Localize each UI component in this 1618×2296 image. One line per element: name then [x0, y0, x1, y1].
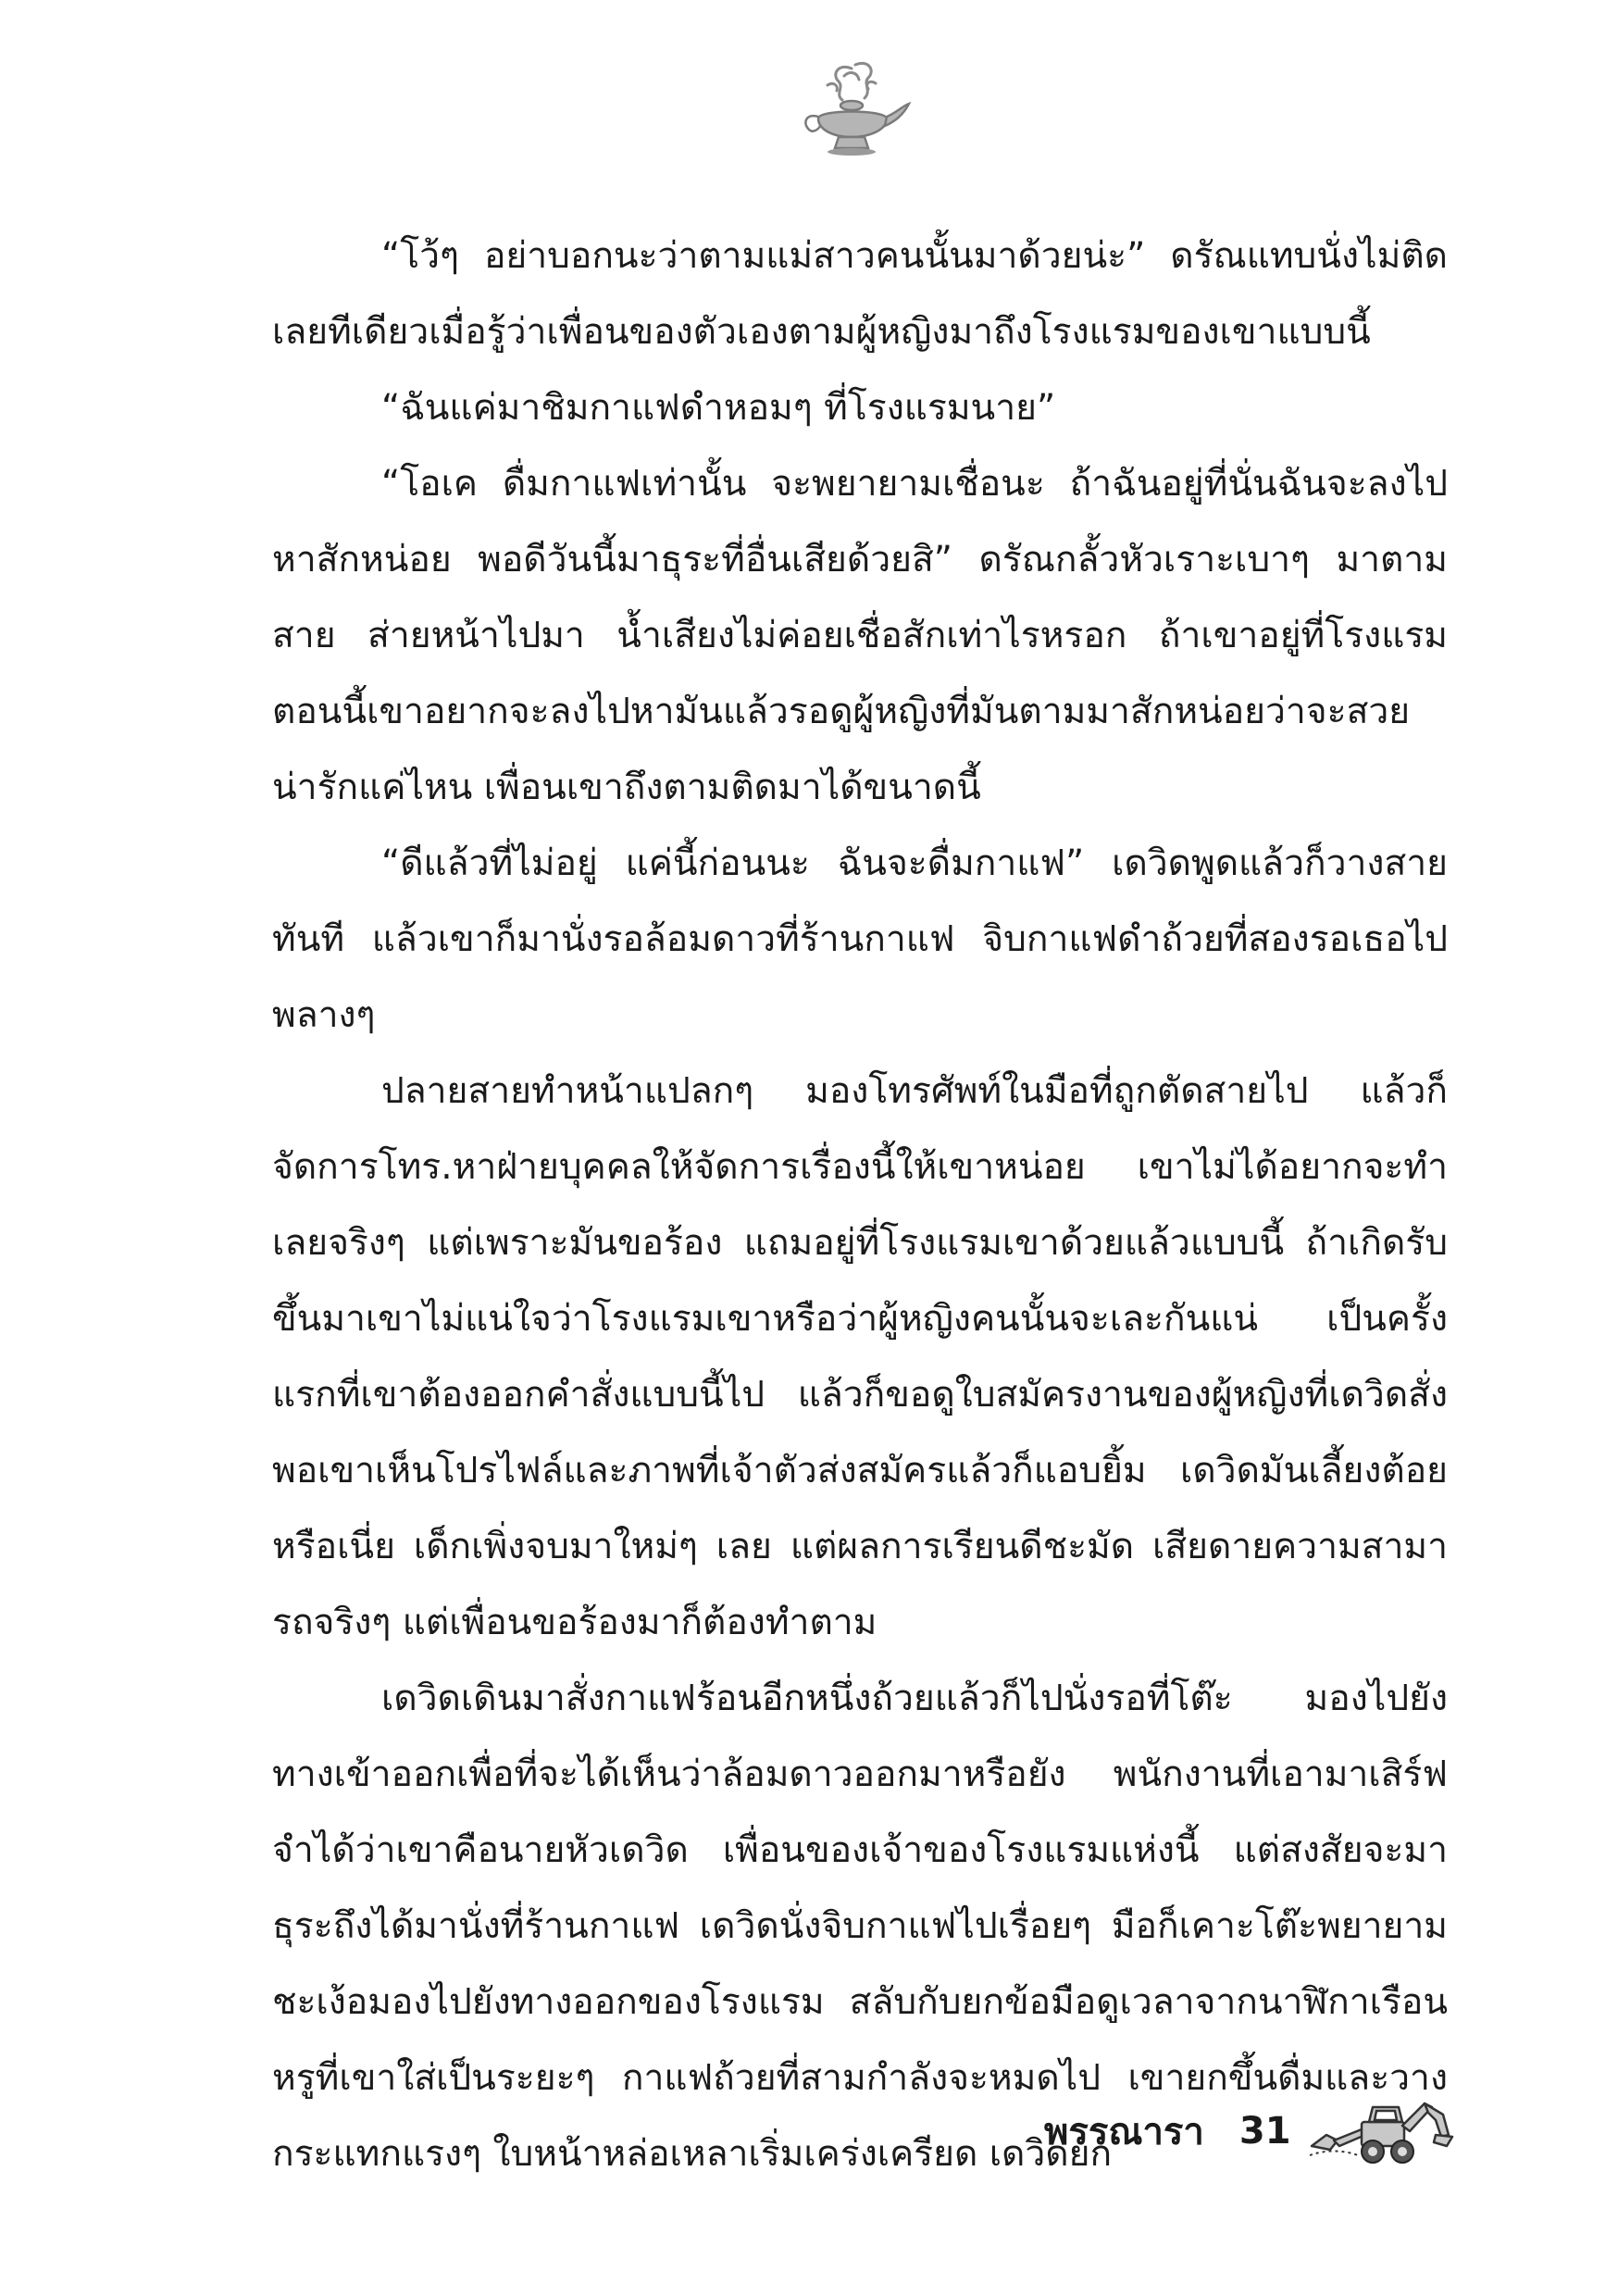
- paragraph: “โว้ๆ อย่าบอกนะว่าตามแม่สาวคนนั้นมาด้วยน่ะ” ดรัณแทบนั่งไม่ติดเลยทีเดียวเมื่อรู้ว่าเพื่อนของตัวเองตามผู้หญิงมาถึงโรงแรมของเขาแบบนี้: [272, 235, 1448, 353]
- paragraph: “ฉันแค่มาชิมกาแฟดำหอมๆ ที่โรงแรมนาย”: [381, 387, 1056, 429]
- genie-lamp-icon: [790, 57, 913, 159]
- paragraph: “ดีแล้วที่ไม่อยู่ แค่นี้ก่อนนะ ฉันจะดื่มกาแฟ” เดวิดพูดแล้วก็วางสายทันที แล้วเขาก็มานั่งรอล้อมดาวที่ร้านกาแฟ จิบกาแฟดำถ้วยที่สองรอเธอไปพลางๆ: [272, 842, 1448, 1036]
- paragraph: “โอเค ดื่มกาแฟเท่านั้น จะพยายามเชื่อนะ ถ้าฉันอยู่ที่นั่นฉันจะลงไปหาสักหน่อย พอดีวันนี้มาธุระที่อื่นเสียด้วยสิ” ดรัณกลั้วหัวเราะเบาๆ มาตามสาย ส่ายหน้าไปมา น้ำเสียงไม่ค่อยเชื่อสักเท่าไรหรอก ถ้าเขาอยู่ที่โรงแรมตอนนี้เขาอยากจะลงไปหามันแล้วรอดูผู้หญิงที่มันตามมาสักหน่อยว่าจะสวยน่ารักแค่ไหน เพื่อนเขาถึงตามติดมาได้ขนาดนี้: [272, 463, 1448, 808]
- paragraph: ปลายสายทำหน้าแปลกๆ มองโทรศัพท์ในมือที่ถูกตัดสายไป แล้วก็จัดการโทร.หาฝ่ายบุคคลให้จัดการเรื่องนี้ให้เขาหน่อย เขาไม่ได้อยากจะทำเลยจริงๆ แต่เพราะมันขอร้อง แถมอยู่ที่โรงแรมเขาด้วยแล้วแบบนี้ ถ้าเกิดรับขึ้นมาเขาไม่แน่ใจว่าโรงแรมเขาหรือว่าผู้หญิงคนนั้นจะเละกันแน่ เป็นครั้งแรกที่เขาต้องออกคำสั่งแบบนี้ไป แล้วก็ขอดูใบสมัครงานของผู้หญิงที่เดวิดสั่ง พอเขาเห็นโปรไฟล์และภาพที่เจ้าตัวส่งสมัครแล้วก็แอบยิ้ม เดวิดมันเลี้ยงต้อยหรือเนี่ย เด็กเพิ่งจบมาใหม่ๆ เลย แต่ผลการเรียนดีชะมัด เสียดายความสามารถจริงๆ แต่เพื่อนขอร้องมาก็ต้องทำตาม: [272, 1070, 1448, 1643]
- paragraph: เดวิดเดินมาสั่งกาแฟร้อนอีกหนึ่งถ้วยแล้วก็ไปนั่งรอที่โต๊ะ มองไปยังทางเข้าออกเพื่อที่จะได้เห็นว่าล้อมดาวออกมาหรือยัง พนักงานที่เอามาเสิร์ฟจำได้ว่าเขาคือนายหัวเดวิด เพื่อนของเจ้าของโรงแรมแห่งนี้ แต่สงสัยจะมาธุระถึงได้มานั่งที่ร้านกาแฟ เดวิดนั่งจิบกาแฟไปเรื่อยๆ มือก็เคาะโต๊ะพยายามชะเง้อมองไปยังทางออกของโรงแรม สลับกับยกข้อมือดูเวลาจากนาฬิกาเรือนหรูที่เขาใส่เป็นระยะๆ กาแฟถ้วยที่สามกำลังจะหมดไป เขายกขึ้นดื่มและวางกระแทกแรงๆ ใบหน้าหล่อเหลาเริ่มเคร่งเครียด เดวิดยก: [272, 1678, 1448, 2175]
- story-text: [272, 218, 1448, 2192]
- book-title: พรรณารา: [1044, 2111, 1204, 2153]
- page-number: 31: [1238, 2110, 1291, 2152]
- excavator-icon: [1306, 2094, 1454, 2168]
- page-footer: [1044, 2094, 1454, 2168]
